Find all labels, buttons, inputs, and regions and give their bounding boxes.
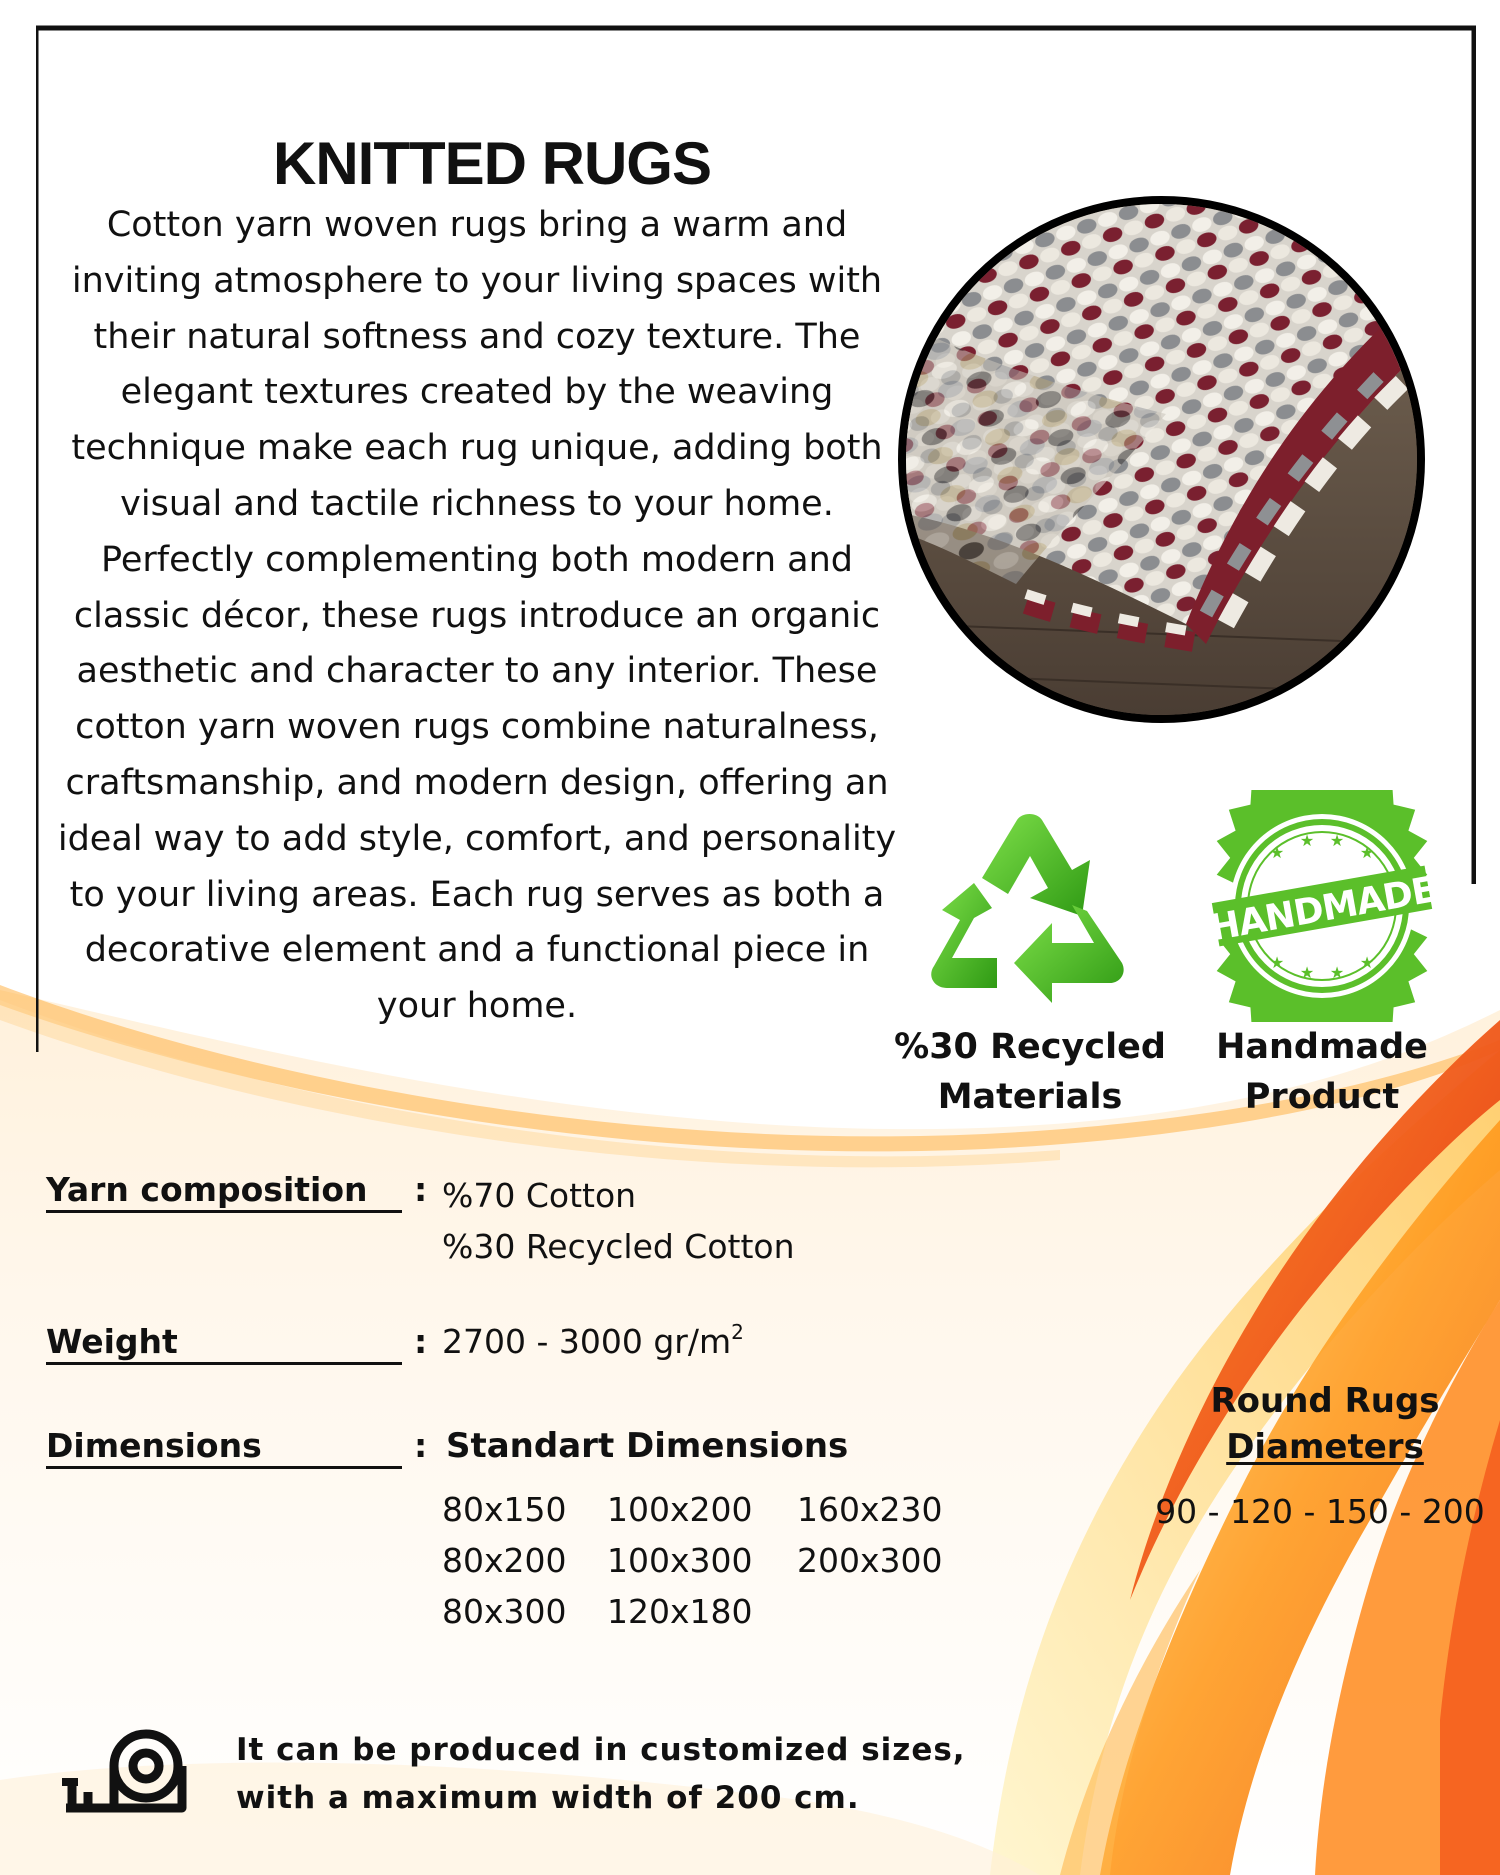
yarn-colon: : bbox=[414, 1170, 428, 1209]
dimension-size: 80x150 bbox=[442, 1490, 567, 1529]
recycled-badge-label bbox=[880, 1022, 1180, 1122]
dimension-size: 120x180 bbox=[607, 1592, 753, 1631]
round-rugs-title-line2: Diameters bbox=[1226, 1427, 1424, 1467]
dimension-size: 100x300 bbox=[607, 1541, 753, 1580]
weight-label: Weight bbox=[46, 1322, 402, 1365]
yarn-composition-label: Yarn composition bbox=[46, 1170, 402, 1213]
page-title: KNITTED RUGS bbox=[273, 130, 711, 198]
dimensions-colon: : bbox=[414, 1426, 428, 1465]
round-rugs-title-line1: Round Rugs bbox=[1210, 1381, 1440, 1421]
svg-text:★: ★ bbox=[1299, 831, 1315, 850]
yarn-composition-values bbox=[442, 1170, 795, 1272]
svg-text:★: ★ bbox=[1329, 963, 1345, 982]
recycle-icon bbox=[922, 808, 1137, 1008]
yarn-value-2: %30 Recycled Cotton bbox=[442, 1227, 795, 1266]
dimension-size: 100x200 bbox=[607, 1490, 753, 1529]
weight-value bbox=[442, 1316, 744, 1367]
stamp-text: HANDMADE bbox=[1206, 869, 1439, 950]
handmade-stamp-icon bbox=[1200, 790, 1444, 1022]
standard-dimensions-title: Standart Dimensions bbox=[446, 1426, 849, 1466]
rug-photo bbox=[898, 196, 1425, 723]
weight-value-text: 2700 - 3000 gr/m bbox=[442, 1322, 732, 1361]
measuring-tape-icon bbox=[58, 1722, 190, 1818]
handmade-label-line2: Product bbox=[1244, 1077, 1400, 1117]
product-description: Cotton yarn woven rugs bring a warm and inviting atmosphere to your living spaces with their natural softness and cozy texture. The elegant textures created by the weaving technique make each rug unique, adding both visual and tactile richness to your home. Perfectly complementing both modern and classic décor, these rugs introduce an organic aesthetic and character to any interior. These cotton yarn woven rugs combine naturalness, craftsmanship, and modern design, offering an ideal way to add style, comfort, and personality to your living areas. Each rug serves as both a decorative element and a functional piece in your home. bbox=[57, 205, 897, 1027]
weight-colon: : bbox=[414, 1322, 428, 1361]
yarn-value-1: %70 Cotton bbox=[442, 1176, 637, 1215]
dimension-size: 80x300 bbox=[442, 1592, 567, 1631]
handmade-badge-label bbox=[1180, 1022, 1464, 1122]
dimensions-label: Dimensions bbox=[46, 1426, 402, 1469]
round-rugs-diameters: 90 - 120 - 150 - 200 bbox=[1155, 1492, 1485, 1531]
svg-text:★: ★ bbox=[1329, 831, 1345, 850]
svg-text:★: ★ bbox=[1269, 953, 1285, 972]
custom-size-note bbox=[236, 1726, 1036, 1822]
svg-text:★: ★ bbox=[1269, 843, 1285, 862]
dimension-size: 80x200 bbox=[442, 1541, 567, 1580]
handmade-label-line1: Handmade bbox=[1216, 1027, 1428, 1067]
dimension-size: 160x230 bbox=[797, 1490, 943, 1529]
custom-note-line1: It can be produced in customized sizes, bbox=[236, 1732, 966, 1768]
recycled-label-line1: %30 Recycled bbox=[894, 1027, 1166, 1067]
weight-unit-superscript: 2 bbox=[731, 1320, 744, 1344]
round-rugs-title bbox=[1160, 1378, 1490, 1470]
svg-text:★: ★ bbox=[1359, 843, 1375, 862]
dimensions-grid bbox=[442, 1484, 967, 1637]
svg-text:★: ★ bbox=[1359, 953, 1375, 972]
svg-text:★: ★ bbox=[1299, 963, 1315, 982]
recycled-label-line2: Materials bbox=[937, 1077, 1123, 1117]
dimension-size: 200x300 bbox=[797, 1541, 943, 1580]
custom-note-line2: with a maximum width of 200 cm. bbox=[236, 1780, 860, 1816]
